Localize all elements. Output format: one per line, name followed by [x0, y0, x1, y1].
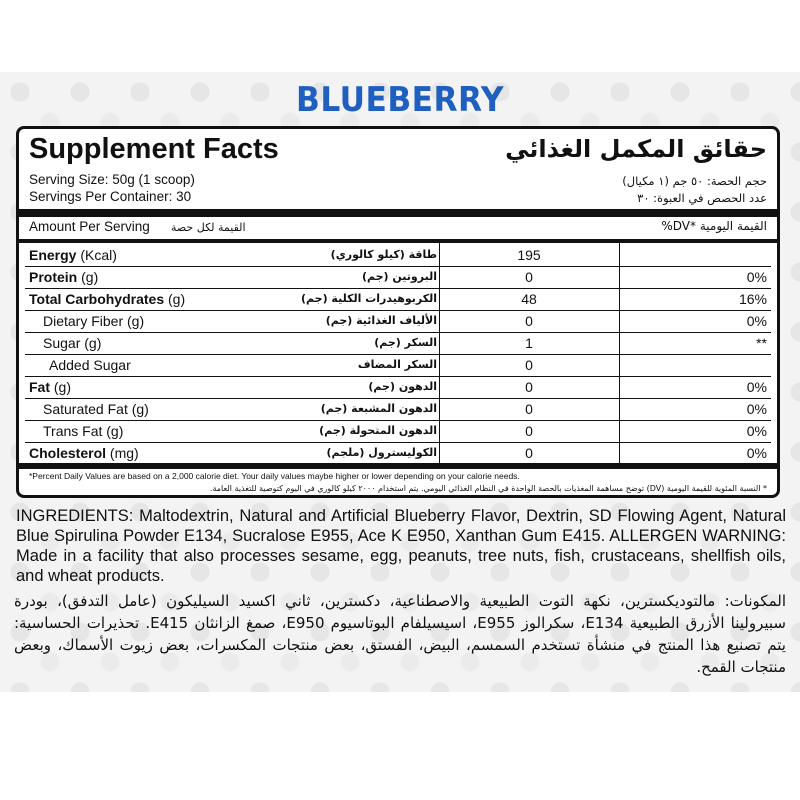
nutrient-name-ar: البروتين (جم): [361, 270, 437, 283]
nutrient-name-ar: الألياف الغذائية (جم): [325, 314, 437, 327]
nutrient-name-ar: الدهون المتحولة (جم): [319, 424, 437, 437]
nutrient-row-protein: [19, 267, 777, 288]
facts-heading-ar: حقائق المكمل الغذائي: [505, 135, 767, 163]
nutrient-name: Cholesterol: [29, 445, 107, 461]
nutrient-name: Trans Fat (g): [43, 423, 124, 439]
nutrient-row-sugar: [19, 333, 777, 354]
divider-bottom: [19, 463, 777, 469]
nutrient-value: 0: [525, 269, 533, 285]
footnote-en: *Percent Daily Values are based on a 2,000 calorie diet. Your daily values maybe higher or lower depending on your calorie needs.: [29, 471, 520, 481]
divider-medium: [19, 239, 777, 243]
nutrient-name-ar: الكربوهيدرات الكلية (جم): [300, 292, 437, 305]
nutrient-value: 48: [521, 291, 537, 307]
servings-per-container-ar: عدد الحصص في العبوة: ٣٠: [637, 191, 767, 205]
supplement-facts-panel: [16, 126, 780, 498]
nutrient-row-dietary-fiber: [19, 311, 777, 332]
nutrient-name: Fat: [29, 379, 50, 395]
nutrient-value: 0: [525, 423, 533, 439]
nutrient-name-ar: السكر (جم): [374, 336, 437, 349]
nutrient-name-ar: طاقة (كيلو كالوري): [330, 248, 437, 261]
nutrient-row-fat: [19, 377, 777, 398]
flavor-title: BLUEBERRY: [296, 80, 504, 120]
nutrient-unit: (g): [77, 269, 99, 285]
nutrient-row-total-carbohydrates: [19, 289, 777, 310]
amount-per-serving-ar: القيمة لكل حصة: [171, 221, 246, 234]
nutrient-unit: (Kcal): [76, 247, 117, 263]
nutrient-name-ar: السكر المضاف: [357, 358, 437, 371]
footnote-ar: * النسبة المئوية للقيمة اليومية (DV) توضح مساهمة المغذيات بالحصة الواحدة في النظام الغذائي اليومي. يتم استخدام ٢٠٠٠ كيلو كالوري في اليوم كتوصية للتغذية العامة.: [209, 484, 767, 493]
divider-thick: [19, 209, 777, 217]
nutrient-name: Protein: [29, 269, 78, 285]
daily-value-header: القيمة اليومية *DV%: [661, 219, 767, 233]
nutrient-row-saturated-fat: [19, 399, 777, 420]
nutrient-name: Added Sugar: [49, 357, 131, 373]
nutrient-dv: 0%: [746, 379, 767, 395]
nutrient-name: Total Carbohydrates: [29, 291, 165, 307]
nutrient-value: 0: [525, 379, 533, 395]
ingredients-en: INGREDIENTS: Maltodextrin, Natural and Artificial Blueberry Flavor, Dextrin, SD Flowing Agent, Natural Blue Spirulina Powder E134, Sucralose E955, Ace K E950, Xanthan Gum E415. ALLERGEN WARNING: Made in a facility that also processes sesame, egg, peanuts, tree nuts, fish, crustaceans, shellfish oils, and wheat products.: [16, 507, 786, 585]
nutrient-dv: 0%: [746, 401, 767, 417]
amount-per-serving-en: Amount Per Serving: [29, 219, 150, 234]
nutrient-unit: (g): [164, 291, 186, 307]
nutrient-value: 0: [525, 445, 533, 461]
nutrient-name: Saturated Fat (g): [43, 401, 149, 417]
nutrient-row-energy: [19, 245, 777, 266]
nutrient-dv: **: [756, 335, 767, 351]
nutrient-value: 1: [525, 335, 533, 351]
nutrient-dv: 0%: [746, 423, 767, 439]
nutrient-row-added-sugar: [19, 355, 777, 376]
nutrient-value: 195: [517, 247, 541, 263]
serving-size-en: Serving Size: 50g (1 scoop): [29, 172, 195, 187]
nutrient-name: Energy: [29, 247, 77, 263]
nutrient-name: Dietary Fiber (g): [43, 313, 145, 329]
ingredients-ar: المكونات: مالتوديكسترين، نكهة التوت الطبيعية والاصطناعية، دكسترين، ثاني اكسيد السيليكون (عامل التدفق)، بودرة سبيرولينا الأزرق الطبيعية E134، سكرالوز E955، اسيسيلفام البوتاسيوم E950، صمغ الزانثان E415. تحذيرات الحساسية: يتم تصنيع هذا المنتج في منشأة تستخدم السمسم، البيض، الفستق، بعض منتجات المكسرات، بعض زيوت الأسماك، وبعض منتجات القمح.: [14, 592, 786, 676]
nutrient-row-cholesterol: [19, 443, 777, 464]
nutrient-row-trans-fat: [19, 421, 777, 442]
nutrient-name-ar: الكوليسترول (ملجم): [326, 446, 437, 459]
servings-per-container-en: Servings Per Container: 30: [29, 189, 192, 204]
nutrient-name-ar: الدهون المشبعة (جم): [320, 402, 437, 415]
nutrient-value: 0: [525, 313, 533, 329]
nutrient-name: Sugar (g): [43, 335, 102, 351]
nutrient-unit: (g): [50, 379, 71, 395]
nutrient-dv: 0%: [746, 313, 767, 329]
nutrient-value: 0: [525, 401, 533, 417]
facts-heading-en: Supplement Facts: [29, 133, 279, 165]
nutrient-dv: 0%: [746, 445, 767, 461]
serving-size-ar: حجم الحصة: ٥٠ جم (١ مكيال): [622, 174, 767, 188]
nutrient-dv: 0%: [746, 269, 767, 285]
nutrient-value: 0: [525, 357, 533, 373]
nutrient-name-ar: الدهون (جم): [368, 380, 437, 393]
nutrient-unit: (mg): [106, 445, 139, 461]
nutrient-dv: 16%: [738, 291, 767, 307]
